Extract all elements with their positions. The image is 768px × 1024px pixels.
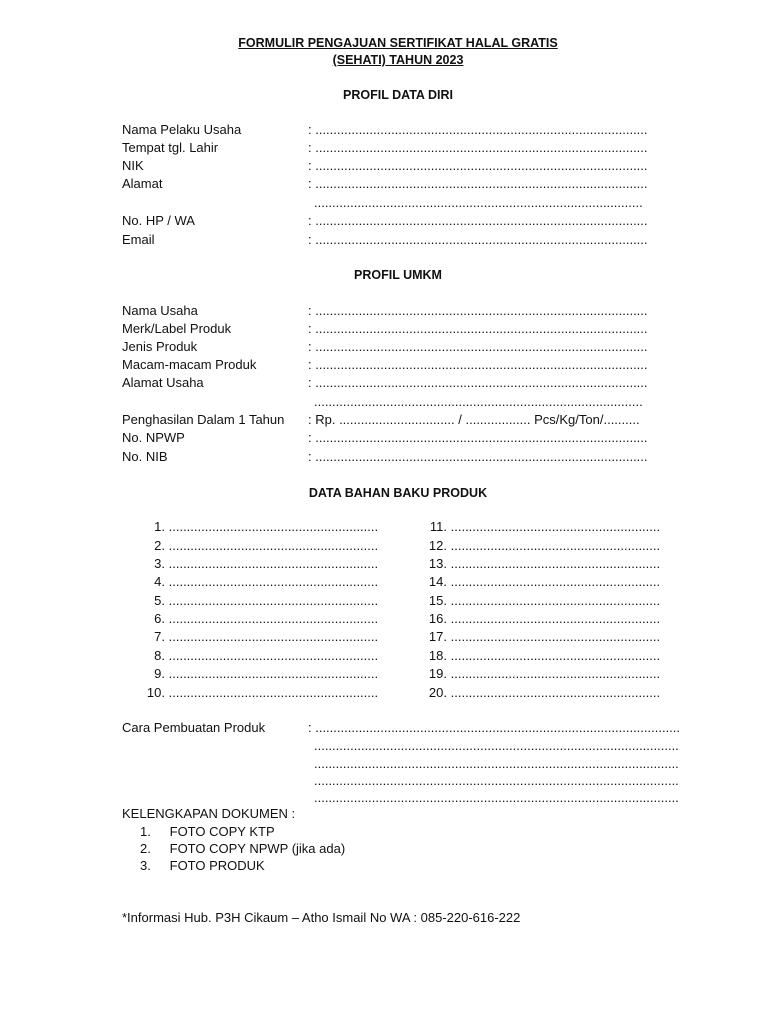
field-blank: : ............................................................................................: [308, 140, 648, 155]
item-number: 7.: [154, 629, 165, 644]
item-blank: ..........................................................: [450, 556, 661, 571]
bahan-item-12: [425, 537, 660, 555]
cara-pembuatan-line-2: .....................................................................................................: [314, 738, 679, 753]
item-number: 1.: [140, 824, 151, 839]
item-number: 1.: [154, 519, 165, 534]
item-blank: ..........................................................: [450, 574, 661, 589]
item-number: 20.: [428, 685, 447, 700]
item-blank: ..........................................................: [450, 538, 661, 553]
dokumen-item-npwp: [140, 840, 345, 858]
dokumen-item-ktp: [140, 823, 275, 841]
item-blank: ..........................................................: [168, 685, 379, 700]
item-blank: ..........................................................: [168, 648, 379, 663]
item-number: 10.: [146, 685, 165, 700]
item-number: 2.: [140, 841, 151, 856]
item-number: 18.: [428, 648, 447, 663]
field-blank: : ............................................................................................: [308, 303, 648, 318]
field-alamat-continuation: ...........................................................................................: [314, 195, 643, 210]
item-number: 8.: [154, 648, 165, 663]
item-blank: ..........................................................: [168, 519, 379, 534]
item-blank: ..........................................................: [450, 666, 661, 681]
field-label: Jenis Produk: [122, 339, 198, 354]
item-number: 9.: [154, 666, 165, 681]
item-number: 13.: [428, 556, 447, 571]
bahan-item-20: [425, 684, 660, 702]
field-blank: : .....................................................................................................: [308, 720, 681, 735]
field-label: Merk/Label Produk: [122, 321, 232, 336]
item-blank: ..........................................................: [450, 648, 661, 663]
item-blank: ..........................................................: [450, 519, 661, 534]
field-blank: : ............................................................................................: [308, 122, 648, 137]
field-label: Cara Pembuatan Produk: [122, 720, 266, 735]
item-number: 14.: [428, 574, 447, 589]
bahan-item-2: [143, 537, 378, 555]
item-number: 11.: [429, 519, 447, 534]
bahan-item-1: [143, 518, 378, 536]
field-blank: : ............................................................................................: [308, 158, 648, 173]
field-blank: : ............................................................................................: [308, 321, 648, 336]
section-heading-data-bahan-baku: DATA BAHAN BAKU PRODUK: [308, 486, 488, 500]
field-label: Penghasilan Dalam 1 Tahun: [122, 412, 285, 427]
field-label: Email: [122, 232, 155, 247]
field-blank: : ............................................................................................: [308, 176, 648, 191]
field-blank: : ............................................................................................: [308, 375, 648, 390]
item-blank: ..........................................................: [450, 685, 661, 700]
field-blank: : ............................................................................................: [308, 449, 648, 464]
item-number: 2.: [154, 538, 165, 553]
item-text: FOTO PRODUK: [169, 858, 265, 873]
field-blank: : ............................................................................................: [308, 339, 648, 354]
field-label: No. HP / WA: [122, 213, 195, 228]
section-heading-profil-data-diri: PROFIL DATA DIRI: [343, 88, 453, 102]
item-blank: ..........................................................: [168, 629, 379, 644]
bahan-item-18: [425, 647, 660, 665]
field-blank: : Rp. ................................ / .................. Pcs/Kg/Ton/..........: [308, 412, 640, 427]
bahan-item-13: [425, 555, 660, 573]
item-number: 15.: [428, 593, 447, 608]
section-heading-profil-umkm: PROFIL UMKM: [354, 268, 442, 282]
item-number: 3.: [140, 858, 151, 873]
form-title-line-1: FORMULIR PENGAJUAN SERTIFIKAT HALAL GRATIS: [238, 36, 558, 50]
cara-pembuatan-line-3: .....................................................................................................: [314, 756, 679, 771]
item-blank: ..........................................................: [168, 556, 379, 571]
field-blank: : ............................................................................................: [308, 232, 648, 247]
bahan-item-15: [425, 592, 660, 610]
field-blank: : ............................................................................................: [308, 213, 648, 228]
field-label: Nama Pelaku Usaha: [122, 122, 242, 137]
form-title-line-2: (SEHATI) TAHUN 2023: [332, 53, 464, 67]
bahan-item-11: [425, 518, 660, 536]
item-number: 6.: [154, 611, 165, 626]
bahan-item-10: [143, 684, 378, 702]
item-number: 17.: [428, 629, 447, 644]
item-blank: ..........................................................: [168, 666, 379, 681]
bahan-item-7: [143, 628, 378, 646]
bahan-item-6: [143, 610, 378, 628]
bahan-item-16: [425, 610, 660, 628]
kelengkapan-dokumen-heading: KELENGKAPAN DOKUMEN :: [122, 806, 296, 821]
field-label: Macam-macam Produk: [122, 357, 257, 372]
item-number: 4.: [154, 574, 165, 589]
cara-pembuatan-line-5: .....................................................................................................: [314, 790, 679, 805]
footer-contact-info: *Informasi Hub. P3H Cikaum – Atho Ismail No WA : 085-220-616-222: [122, 910, 521, 925]
field-label: No. NPWP: [122, 430, 185, 445]
field-alamat-usaha-continuation: ...........................................................................................: [314, 394, 643, 409]
item-text: FOTO COPY KTP: [169, 824, 275, 839]
item-blank: ..........................................................: [168, 538, 379, 553]
item-number: 19.: [428, 666, 447, 681]
item-number: 12.: [428, 538, 447, 553]
field-label: Alamat: [122, 176, 163, 191]
item-number: 3.: [154, 556, 165, 571]
item-blank: ..........................................................: [168, 593, 379, 608]
field-label: No. NIB: [122, 449, 168, 464]
bahan-item-14: [425, 573, 660, 591]
item-blank: ..........................................................: [450, 629, 661, 644]
bahan-item-5: [143, 592, 378, 610]
bahan-item-3: [143, 555, 378, 573]
field-blank: : ............................................................................................: [308, 357, 648, 372]
item-number: 5.: [154, 593, 165, 608]
item-blank: ..........................................................: [450, 593, 661, 608]
field-label: Alamat Usaha: [122, 375, 204, 390]
item-blank: ..........................................................: [168, 611, 379, 626]
field-label: NIK: [122, 158, 144, 173]
bahan-item-8: [143, 647, 378, 665]
item-blank: ..........................................................: [450, 611, 661, 626]
item-number: 16.: [428, 611, 447, 626]
item-text: FOTO COPY NPWP (jika ada): [169, 841, 346, 856]
bahan-item-4: [143, 573, 378, 591]
bahan-item-17: [425, 628, 660, 646]
field-label: Tempat tgl. Lahir: [122, 140, 219, 155]
item-blank: ..........................................................: [168, 574, 379, 589]
field-blank: : ............................................................................................: [308, 430, 648, 445]
field-label: Nama Usaha: [122, 303, 198, 318]
bahan-item-9: [143, 665, 378, 683]
bahan-item-19: [425, 665, 660, 683]
dokumen-item-produk: [140, 857, 265, 875]
cara-pembuatan-line-4: .....................................................................................................: [314, 773, 679, 788]
